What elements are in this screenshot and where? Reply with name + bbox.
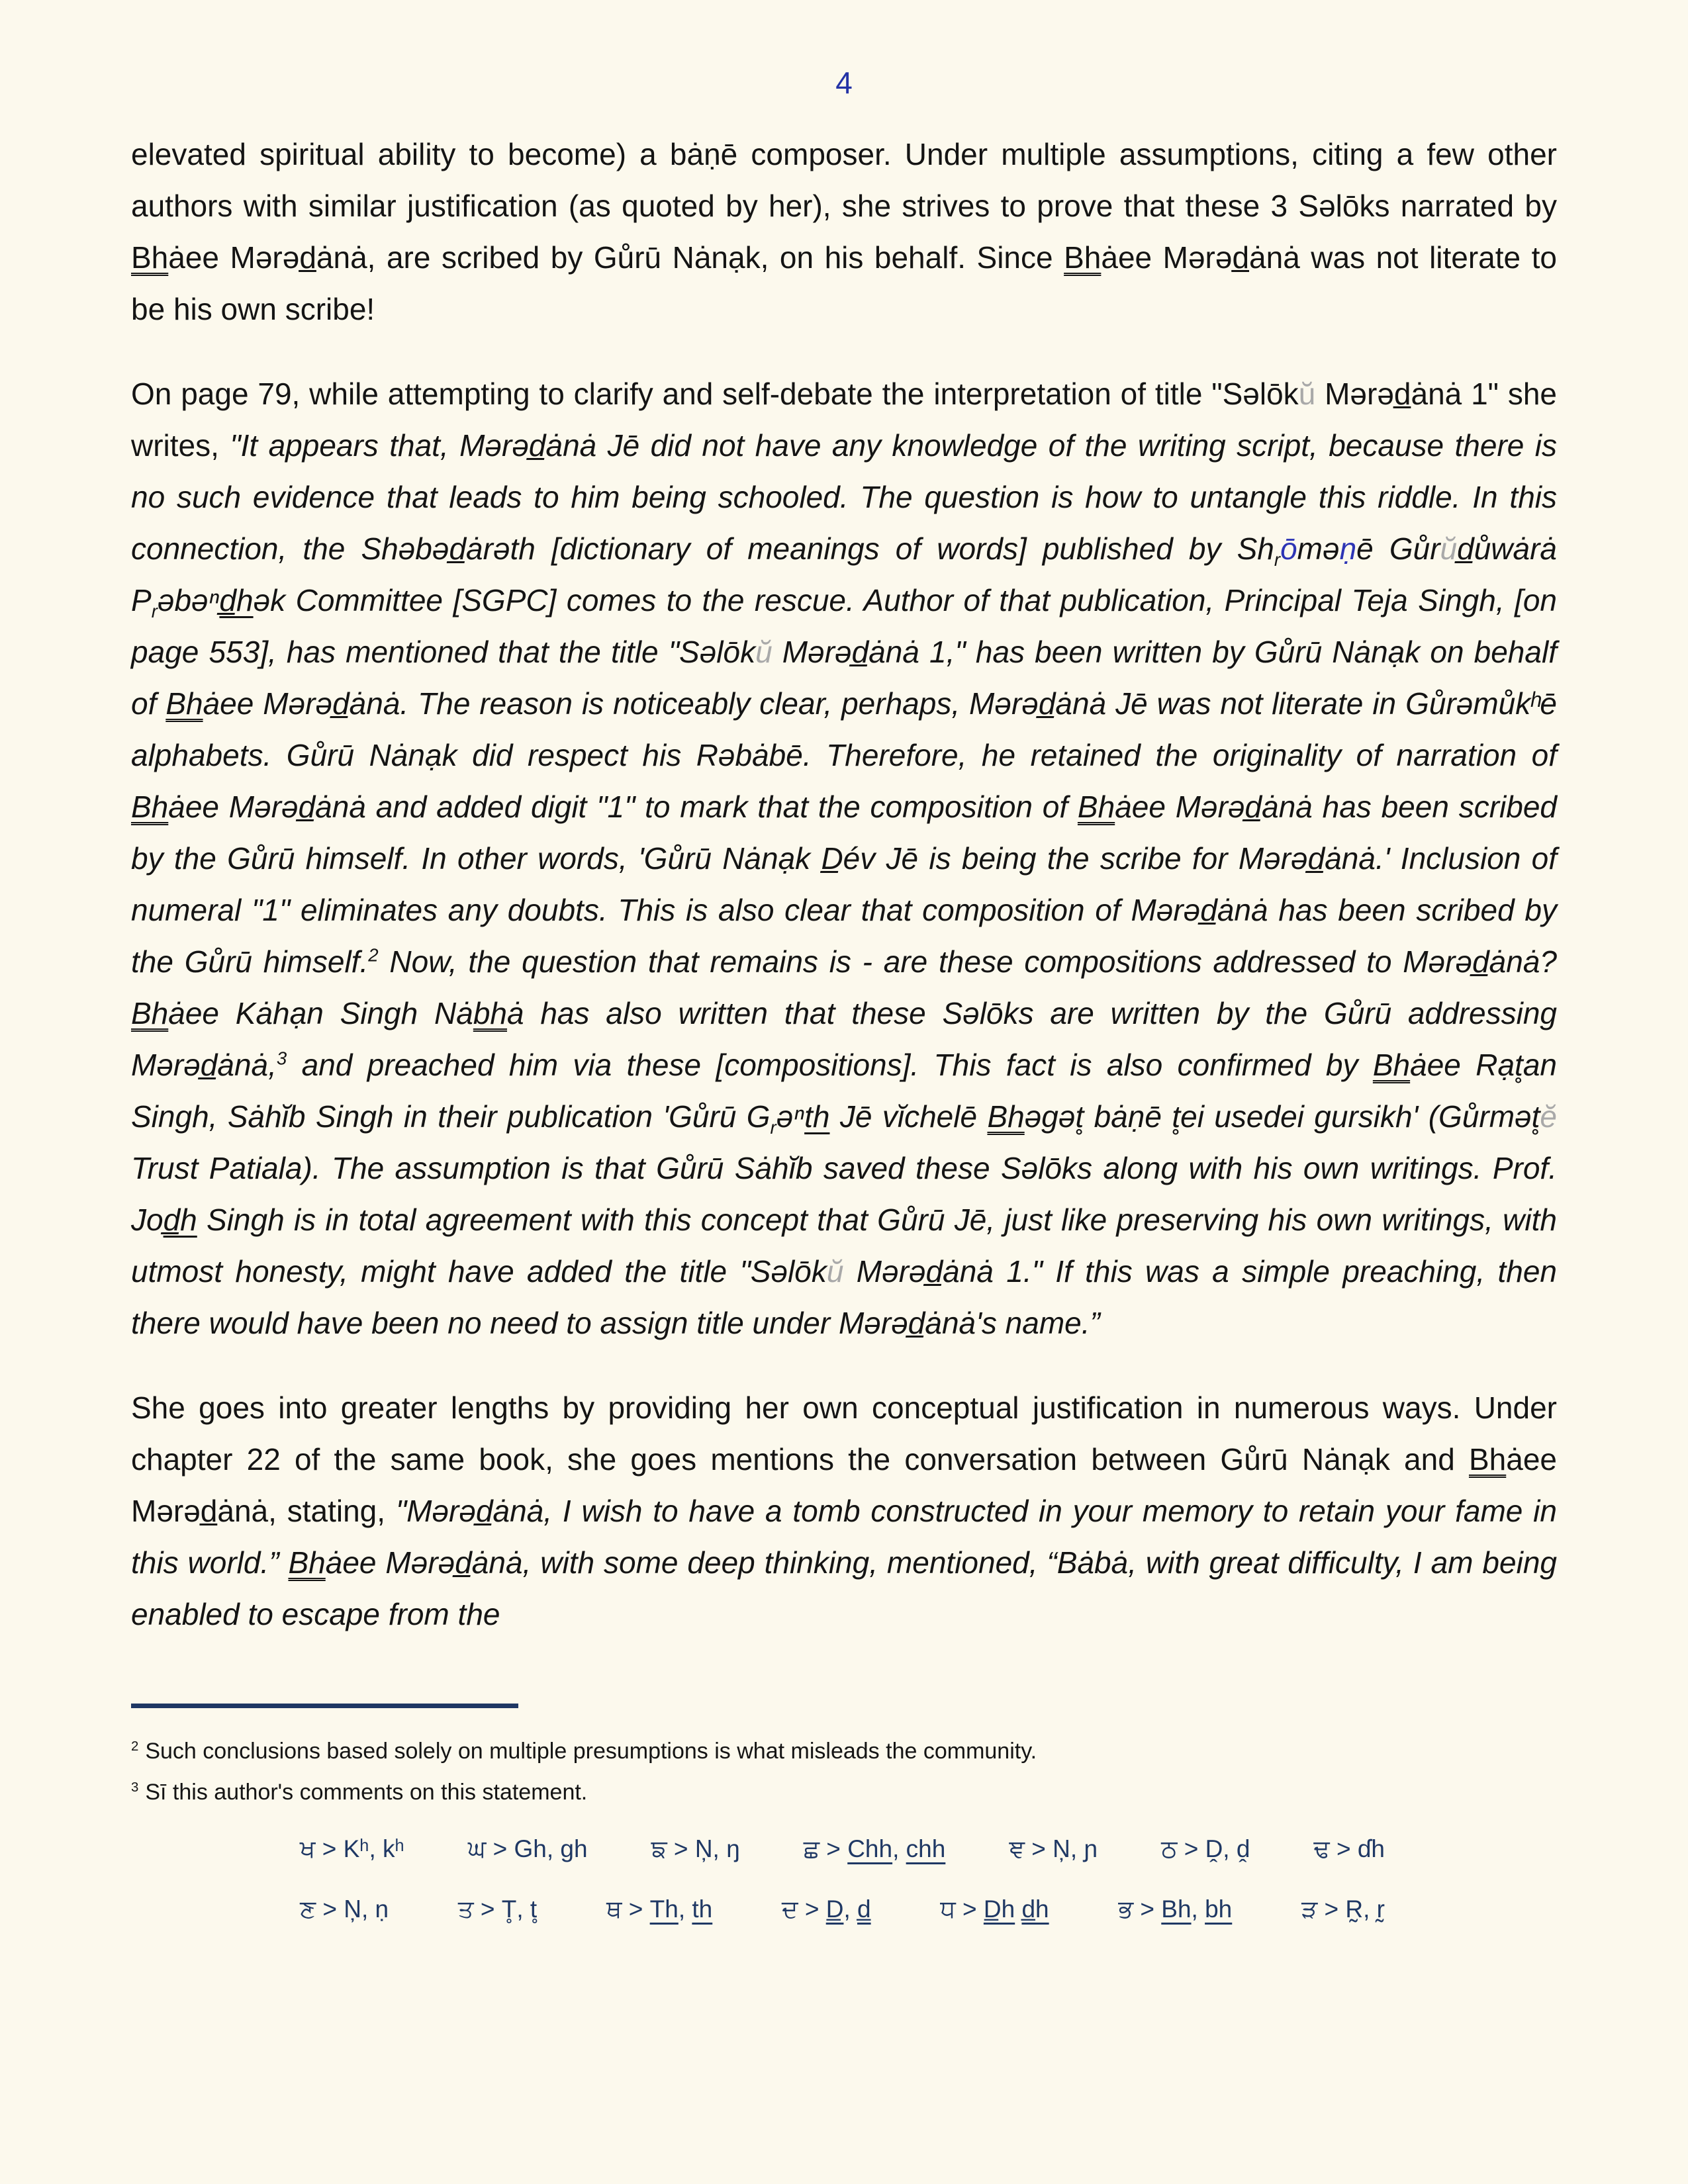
translit-cell: ਖ > Kʰ, kʰ [300, 1835, 404, 1862]
footnote-marker: 3 [131, 1780, 139, 1795]
footnote-3 [131, 1772, 1557, 1813]
translit-cell: ਠ > Ḓ, ḓ [1161, 1835, 1250, 1862]
page-content [131, 128, 1557, 1640]
translit-row-2 [131, 1895, 1557, 1924]
translit-cell: ਙ > Ņ, ŋ [651, 1835, 740, 1862]
translit-cell: ਦ > D̲, d̲ [782, 1895, 871, 1923]
translit-row-1 [131, 1835, 1557, 1864]
footnote-marker: 2 [131, 1739, 139, 1754]
page-number: 4 [835, 66, 853, 100]
translit-cell: ਥ > Th, th [606, 1895, 713, 1923]
translit-cell: ੜ > R̰, r̰ [1301, 1895, 1385, 1923]
translit-cell: ਢ > ɗh [1313, 1835, 1385, 1862]
translit-cell: ਞ > Ņ, ɲ [1009, 1835, 1098, 1862]
transliteration-key-table [131, 1835, 1557, 1924]
footnote-area [131, 1704, 1557, 1924]
footnote-text: Sī this author's comments on this statement. [145, 1780, 588, 1805]
paragraph-1: elevated spiritual ability to become) a bȧṇē composer. Under multiple assumptions, citing a few other authors with similar justification (as quoted by her), she strives to prove that these 3 Səlōks narrated by Bhȧee Mərəd̲ȧnȧ, are scribed by Gůrū Nȧnạk, on his behalf. Since Bhȧee Mərəd̲ȧnȧ was not literate to be his own scribe! [131, 137, 1558, 326]
translit-cell: ਣ > Ņ, ṇ [300, 1895, 389, 1923]
paragraph-3: She goes into greater lengths by providing her own conceptual justification in numerous ways. Under chapter 22 of the same book, she goes mentions the conversation between Gůrū Nȧnạk and Bhȧee Mərəd̲ȧnȧ, stating, "Mərəd̲ȧnȧ, I wish to have a tomb constructed in your memory to retain your fame in this world.” Bhȧee Mərəd̲ȧnȧ, with some deep thinking, mentioned, “Bȧbȧ, with great difficulty, I am being enabled to escape from the [131, 1390, 1557, 1631]
translit-cell: ਘ > Gh, gh [467, 1835, 588, 1862]
footnote-2 [131, 1731, 1557, 1772]
footnote-text: Such conclusions based solely on multiple presumptions is what misleads the community. [145, 1739, 1037, 1764]
translit-cell: ਛ > Chh, chh [803, 1835, 946, 1862]
translit-cell: ਤ > T̥, t̥ [457, 1895, 538, 1923]
footnote-separator-rule [131, 1704, 518, 1708]
paragraph-2-quote-block: On page 79, while attempting to clarify and self-debate the interpretation of title "Səlōkŭ Mərəd̲ȧnȧ 1" she writes, "It appears that, Mərəd̲ȧnȧ Jē did not have any knowledge of the writing script, because there is no such evidence that leads to him being schooled. The question is how to untangle this riddle. In this connection, the Shəbəd̲ȧrəth [dictionary of meanings of words] published by $Sh_rōməṇē$ Gůrŭd̲ůwȧrȧ $P_rəbə^nd̲hək$ Committee [SGPC] comes to the rescue. Author of that publication, Principal Teja Singh, [on page 553], has mentioned that the title "Səlōkŭ Mərəd̲ȧnȧ 1," has been written by Gůrū Nȧnạk on behalf of Bhȧee Mərəd̲ȧnȧ. The reason is noticeably clear, perhaps, Mərəd̲ȧnȧ Jē was not literate in Gůrəmůkʰē alphabets. Gůrū Nȧnạk did respect his Rəbȧbē. Therefore, he retained the originality of narration of Bhȧee Mərəd̲ȧnȧ and added digit "1" to mark that the composition of Bhȧee Mərəd̲ȧnȧ has been scribed by the Gůrū himself. In other words, 'Gůrū Nȧnạk D̲év Jē is being the scribe for Mərəd̲ȧnȧ.' Inclusion of numeral "1" eliminates any doubts. This is also clear that composition of Mərəd̲ȧnȧ has been scribed by the Gůrū himself.$^2$ Now, the question that remains is - are these compositions addressed to Mərəd̲ȧnȧ? Bhȧee Kȧhạn Singh Nȧbhȧ has also written that these Səlōks are written by the Gůrū addressing Mərəd̲ȧnȧ,$^3$ and preached him via these [compositions]. This fact is also confirmed by Bhȧee Rạt̥an Singh, Sȧhĭb Singh in their publication 'Gůrū $G_rə^nth$ Jē vĭchelē Bhəgət̥ bȧṇē t̥ei usedei gursikh' (Gůrmət̥ĕ Trust Patiala). The assumption is that Gůrū Sȧhĭb saved these Səlōks along with his own writings. Prof. Jod̲h Singh is in total agreement with this concept that Gůrū Jē, just like preserving his own writings, with utmost honesty, might have added the title "Səlōkŭ Mərəd̲ȧnȧ 1." If this was a simple preaching, then there would have been no need to assign title under Mərəd̲ȧnȧ's name.” [131, 377, 1558, 1340]
translit-cell: ਧ > D̲h d̲h [940, 1895, 1049, 1923]
translit-cell: ਭ > Bh, bh [1118, 1895, 1233, 1923]
